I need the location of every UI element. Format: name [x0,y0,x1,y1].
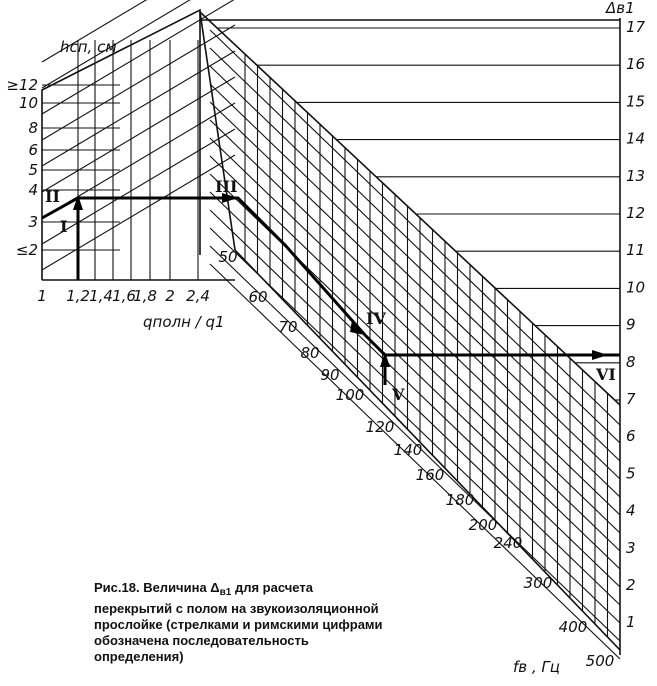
freq-tick: 140 [393,441,423,459]
left-x-tick: 1,6 [112,287,136,305]
left-y-tick: 8 [28,119,38,137]
roman-label-ii: II [45,187,60,206]
left-diagonal-line [42,155,238,270]
left-x-tick: 2,4 [186,287,210,305]
freq-tick: 50 [218,248,238,266]
right-y-tick: 1 [626,613,636,632]
right-axis-title: Δв1 [606,0,635,17]
caption-prefix: Рис.18. Величина Δ [94,580,220,595]
freq-tick: 70 [278,318,298,336]
freq-tick: 400 [558,618,588,636]
roman-label-v: V [392,385,405,404]
right-y-tick: 5 [626,464,636,483]
right-y-tick: 15 [626,92,646,111]
right-y-tick: 7 [626,390,636,408]
left-x-axis-title: qполн / q1 [143,313,225,331]
left-y-tick: 10 [18,94,38,112]
right-y-tick-labels [626,18,646,631]
roman-label-iv: IV [366,309,386,328]
freq-tick: 200 [468,516,498,534]
right-y-tick: 17 [626,18,646,36]
freq-tick: 90 [320,366,340,384]
freq-tick: 60 [248,288,268,306]
solution-path-line [42,198,620,355]
freq-tick: 180 [445,491,475,509]
right-y-tick: 14 [626,129,646,148]
freq-tick: 120 [365,418,395,436]
left-axis-title: hсп, см [60,38,117,56]
right-y-tick: 6 [626,427,636,446]
right-y-tick: 10 [626,278,646,297]
right-y-tick: 12 [626,204,646,222]
left-y-tick: 5 [28,161,38,179]
left-x-tick-labels [37,287,210,305]
slope-upper-boundary [200,12,620,405]
freq-tick: 100 [335,386,365,404]
roman-label-iii: III [215,177,238,196]
left-y-tick: 4 [28,181,38,199]
left-x-tick: 1,2 [66,287,90,305]
left-diagonal-line [42,77,235,192]
left-x-tick: 1 [37,287,47,305]
freq-tick: 160 [415,466,445,484]
slope-diagonal-line [210,84,620,479]
frame-lines [42,10,620,655]
left-x-tick: 1,8 [133,287,157,305]
arrow-head-vi [592,350,608,360]
left-y-tick: ≤2 [15,241,38,259]
figure-caption [94,580,394,665]
freq-tick: 240 [493,534,523,552]
left-diagonal-line [42,129,238,244]
slope-diagonal-line [210,48,620,443]
left-diagonal-line [42,51,235,166]
left-y-tick: 6 [28,141,38,159]
roman-label-i: I [60,217,68,236]
left-x-tick: 1,4 [89,287,113,305]
caption-text: для расчета перекрытий с полом на звукоизоляционной прослойке (стрелками и римскими цифрами обозначена последовательность определения) [94,580,383,664]
left-x-tick: 2 [165,287,175,305]
caption-subscript: в1 [219,587,232,598]
right-y-tick: 16 [626,55,646,74]
right-y-tick: 4 [626,501,636,520]
freq-tick: 80 [300,344,320,362]
right-y-tick: 9 [626,315,636,334]
slope-diagonal-line [210,30,620,425]
right-y-tick: 8 [626,352,636,371]
left-y-tick: 3 [28,213,38,231]
freq-tick: 500 [585,652,615,670]
right-y-tick: 13 [626,166,646,185]
left-y-tick: ≥12 [6,76,38,94]
right-y-tick: 11 [626,241,646,260]
right-y-tick: 3 [626,538,636,557]
right-y-tick: 2 [626,576,636,594]
slope-diagonal-line [210,210,620,605]
slope-diagonal-line [210,66,620,461]
slope-left-edge [200,12,238,250]
left-y-tick-labels [6,76,38,259]
freq-tick: 300 [523,574,553,592]
roman-label-vi: VI [596,365,616,384]
freq-axis-title: fв , Гц [513,658,560,676]
